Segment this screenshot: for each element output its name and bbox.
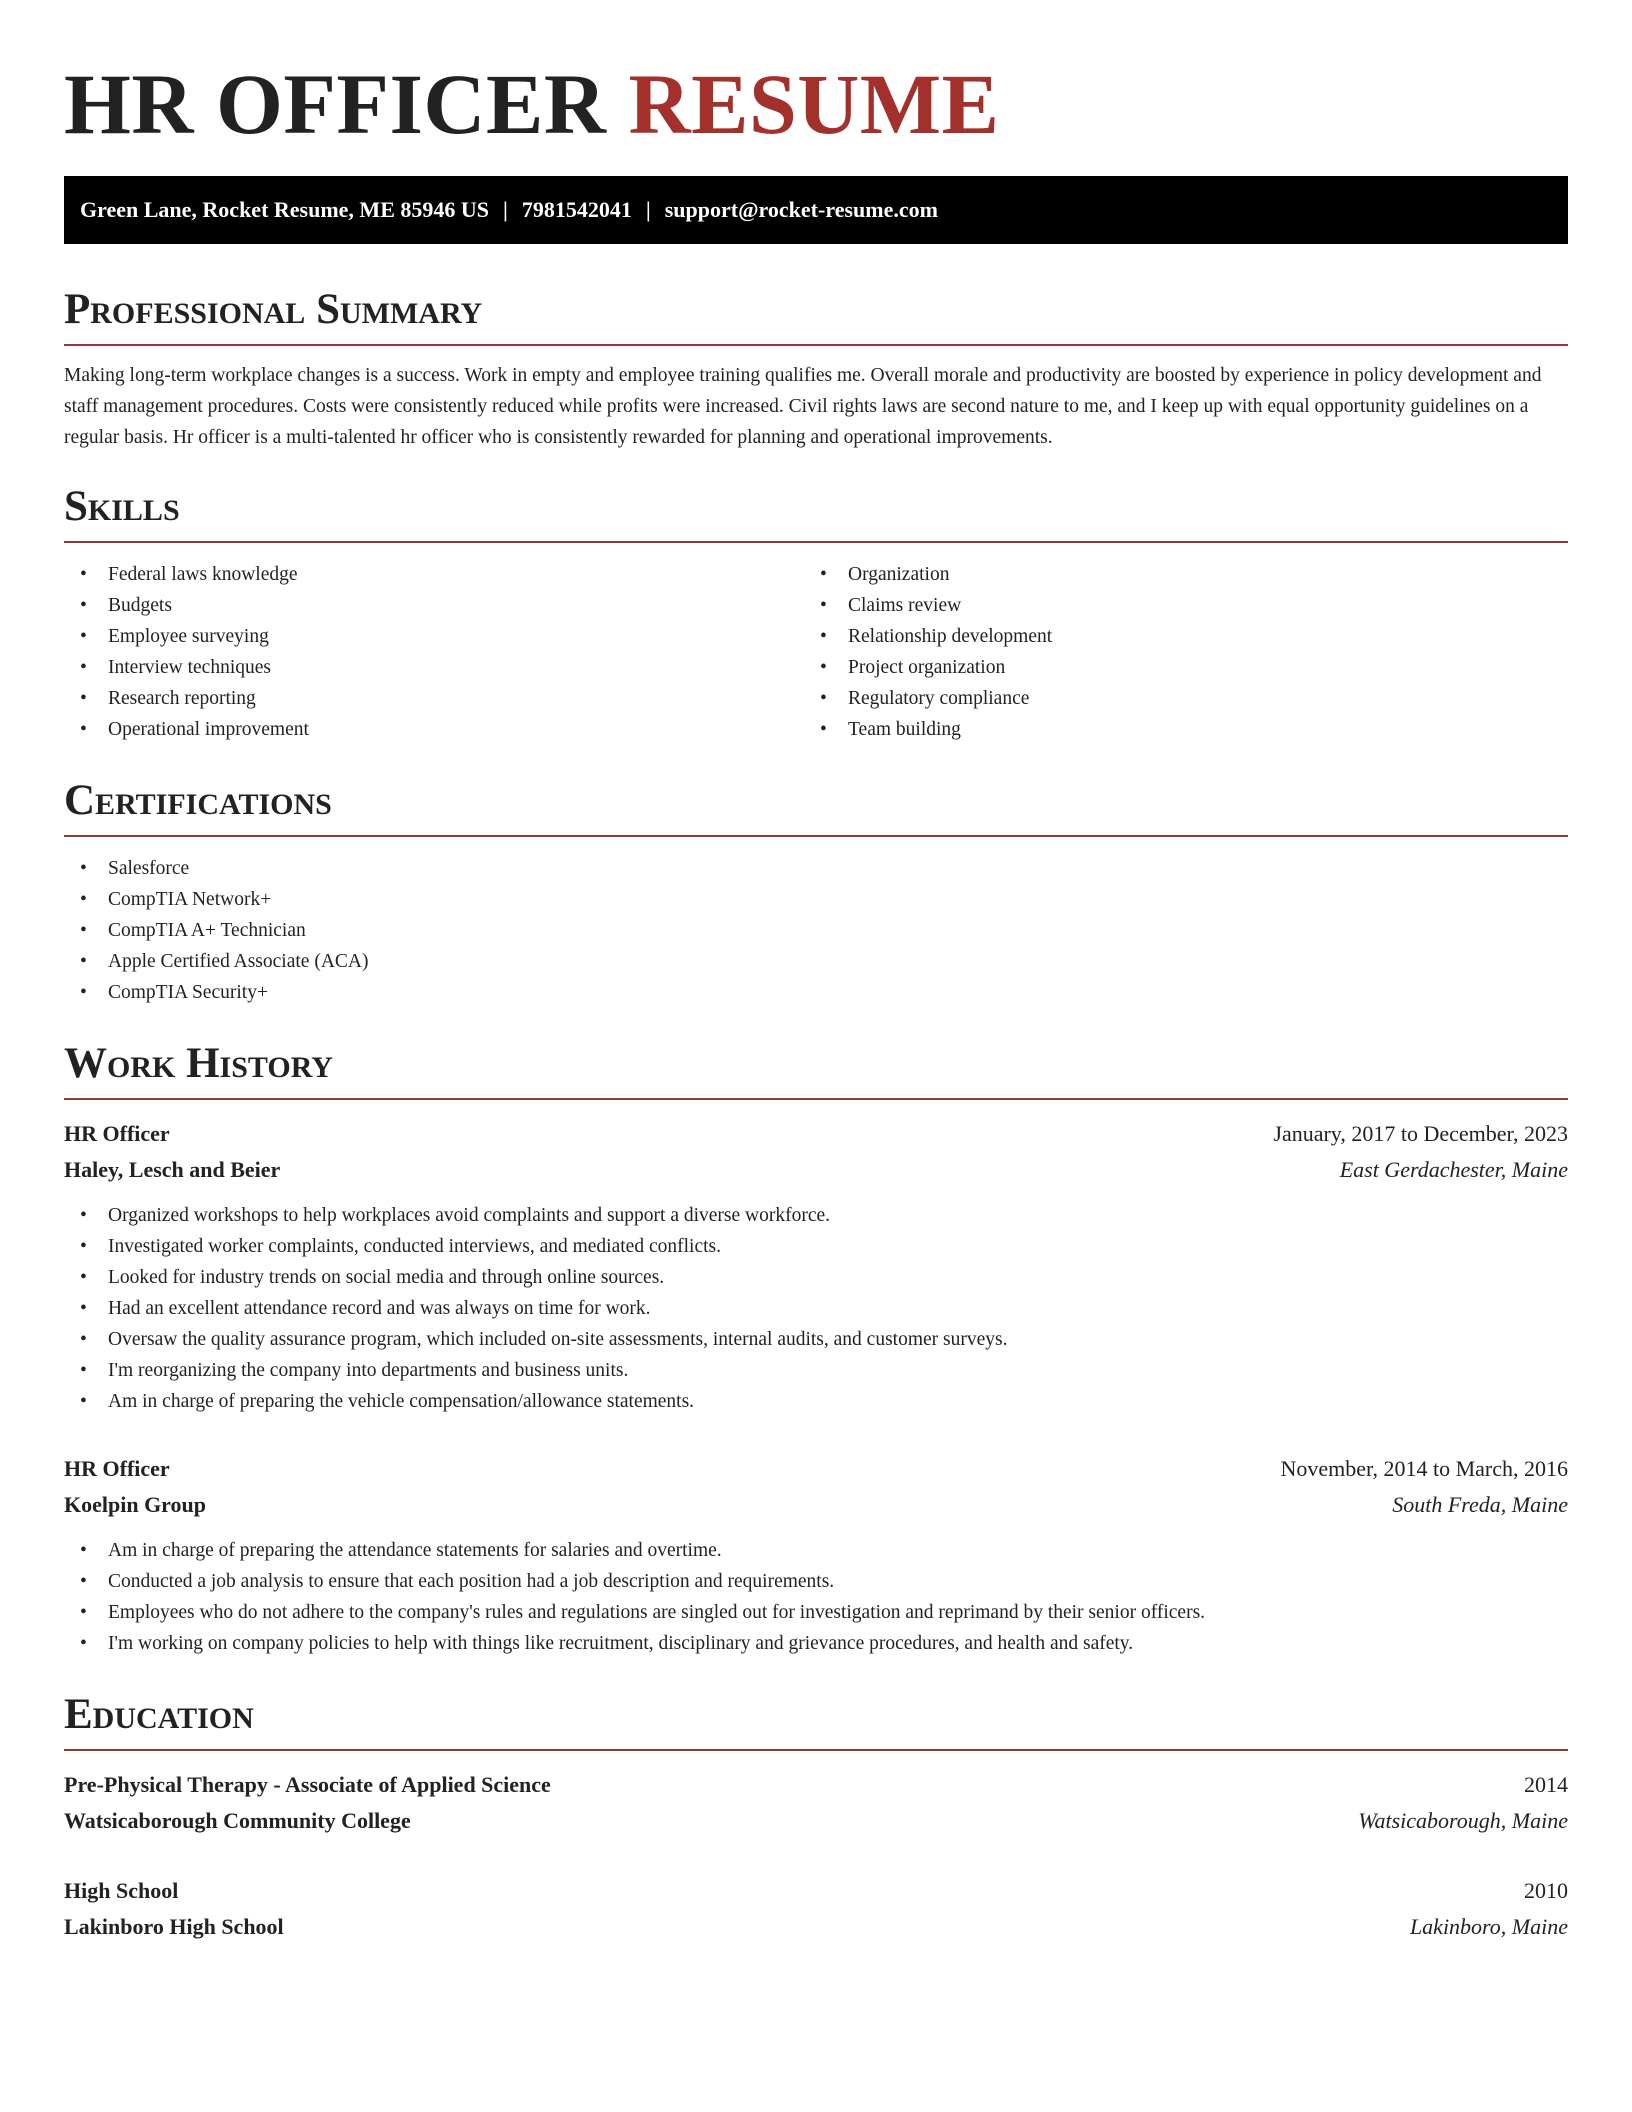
job-bullet: • Am in charge of preparing the vehicle compensation/allowance statements. bbox=[64, 1386, 1568, 1417]
skill-item: • Interview techniques bbox=[64, 652, 804, 683]
skills-list-left bbox=[64, 559, 804, 745]
skill-item: • Employee surveying bbox=[64, 621, 804, 652]
education-degree: High School bbox=[64, 1878, 179, 1903]
skill-item: • Regulatory compliance bbox=[804, 683, 1544, 714]
certification-item: • CompTIA A+ Technician bbox=[64, 915, 1568, 946]
job-title: HR Officer bbox=[64, 1456, 170, 1481]
education-entry bbox=[64, 1767, 1568, 1839]
contact-email: support@rocket-resume.com bbox=[664, 197, 938, 222]
job-company: Haley, Lesch and Beier bbox=[64, 1157, 281, 1182]
job-title: HR Officer bbox=[64, 1121, 170, 1146]
education-school: Watsicaborough Community College bbox=[64, 1808, 411, 1833]
contact-address: Green Lane, Rocket Resume, ME 85946 US bbox=[80, 197, 489, 222]
education-entry bbox=[64, 1873, 1568, 1945]
job-dates: November, 2014 to March, 2016 bbox=[1280, 1456, 1568, 1481]
job-entry bbox=[64, 1451, 1568, 1659]
contact-bar bbox=[64, 176, 1568, 244]
job-bullet: • Oversaw the quality assurance program, which included on-site assessments, internal audits, and customer surveys. bbox=[64, 1324, 1568, 1355]
job-location: South Freda, Maine bbox=[1392, 1492, 1568, 1517]
skills-section bbox=[64, 481, 1568, 745]
job-dates: January, 2017 to December, 2023 bbox=[1273, 1121, 1568, 1146]
contact-separator: | bbox=[503, 197, 508, 222]
work-history-section bbox=[64, 1038, 1568, 1659]
certifications-section bbox=[64, 775, 1568, 1008]
section-heading: Work History bbox=[64, 1038, 1568, 1100]
title-accent: RESUME bbox=[628, 56, 1000, 152]
job-bullet: • I'm reorganizing the company into departments and business units. bbox=[64, 1355, 1568, 1386]
education-section bbox=[64, 1689, 1568, 1945]
skill-item: • Budgets bbox=[64, 590, 804, 621]
contact-separator: | bbox=[645, 197, 651, 222]
resume-title bbox=[64, 0, 1568, 154]
job-company-row bbox=[64, 1487, 1568, 1523]
job-entry bbox=[64, 1116, 1568, 1417]
contact-phone: 7981542041 bbox=[521, 197, 632, 222]
education-school-row bbox=[64, 1909, 1568, 1945]
job-bullet: • Organized workshops to help workplaces avoid complaints and support a diverse workforce. bbox=[64, 1200, 1568, 1231]
education-degree-row bbox=[64, 1767, 1568, 1803]
certification-item: • Apple Certified Associate (ACA) bbox=[64, 946, 1568, 977]
education-school-row bbox=[64, 1803, 1568, 1839]
job-bullets bbox=[64, 1200, 1568, 1417]
section-heading: Professional Summary bbox=[64, 284, 1568, 346]
summary-section bbox=[64, 284, 1568, 453]
certification-item: • CompTIA Network+ bbox=[64, 884, 1568, 915]
skill-item: • Project organization bbox=[804, 652, 1544, 683]
education-year: 2014 bbox=[1524, 1772, 1568, 1797]
education-year: 2010 bbox=[1524, 1878, 1568, 1903]
job-bullet: • Had an excellent attendance record and was always on time for work. bbox=[64, 1293, 1568, 1324]
job-location: East Gerdachester, Maine bbox=[1339, 1157, 1568, 1182]
job-header-row bbox=[64, 1116, 1568, 1152]
job-bullet: • Looked for industry trends on social media and through online sources. bbox=[64, 1262, 1568, 1293]
section-heading: Skills bbox=[64, 481, 1568, 543]
job-company-row bbox=[64, 1152, 1568, 1188]
job-bullet: • Investigated worker complaints, conducted interviews, and mediated conflicts. bbox=[64, 1231, 1568, 1262]
skill-item: • Team building bbox=[804, 714, 1544, 745]
job-bullet: • Conducted a job analysis to ensure that each position had a job description and requirements. bbox=[64, 1566, 1568, 1597]
education-degree: Pre-Physical Therapy - Associate of Applied Science bbox=[64, 1772, 551, 1797]
skill-item: • Claims review bbox=[804, 590, 1544, 621]
skill-item: • Research reporting bbox=[64, 683, 804, 714]
skill-item: • Relationship development bbox=[804, 621, 1544, 652]
job-header-row bbox=[64, 1451, 1568, 1487]
certifications-list bbox=[64, 853, 1568, 1008]
skills-list-right bbox=[804, 559, 1544, 745]
skills-columns bbox=[64, 543, 1568, 745]
certification-item: • Salesforce bbox=[64, 853, 1568, 884]
skill-item: • Operational improvement bbox=[64, 714, 804, 745]
job-bullet: • Employees who do not adhere to the company's rules and regulations are singled out for investigation and reprimand by their senior officers. bbox=[64, 1597, 1568, 1628]
summary-text: Making long-term workplace changes is a success. Work in empty and employee training qualifies me. Overall morale and productivity are boosted by experience in policy development and staff management procedures. Costs were consistently reduced while profits were increased. Civil rights laws are second nature to me, and I keep up with equal opportunity guidelines on a regular basis. Hr officer is a multi-talented hr officer who is consistently rewarded for planning and operational improvements. bbox=[64, 365, 1542, 448]
resume-page bbox=[64, 0, 1568, 1945]
section-heading: Education bbox=[64, 1689, 1568, 1751]
skill-item: • Federal laws knowledge bbox=[64, 559, 804, 590]
skill-item: • Organization bbox=[804, 559, 1544, 590]
job-bullets bbox=[64, 1535, 1568, 1659]
certification-item: • CompTIA Security+ bbox=[64, 977, 1568, 1008]
education-location: Watsicaborough, Maine bbox=[1358, 1808, 1568, 1833]
job-bullet: • Am in charge of preparing the attendance statements for salaries and overtime. bbox=[64, 1535, 1568, 1566]
education-location: Lakinboro, Maine bbox=[1409, 1914, 1568, 1939]
section-heading: Certifications bbox=[64, 775, 1568, 837]
education-school: Lakinboro High School bbox=[64, 1914, 284, 1939]
job-company: Koelpin Group bbox=[64, 1492, 207, 1517]
education-degree-row bbox=[64, 1873, 1568, 1909]
job-bullet: • I'm working on company policies to help with things like recruitment, disciplinary and grievance procedures, and health and safety. bbox=[64, 1628, 1568, 1659]
title-primary: HR OFFICER bbox=[64, 56, 607, 152]
